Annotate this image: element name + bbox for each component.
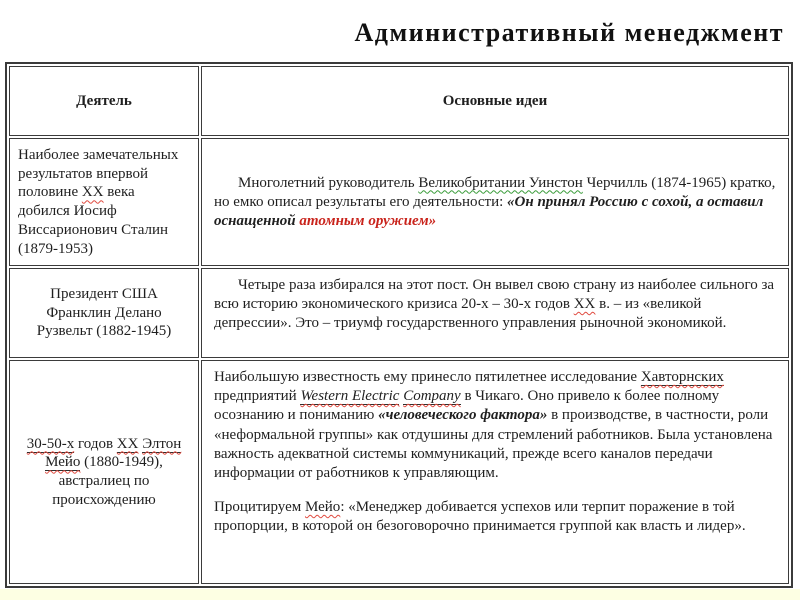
header-row — [9, 66, 789, 136]
ideas-cell — [201, 268, 789, 358]
person-text: Президент США Франклин Делано Рузвельт (1882-1945) — [36, 285, 172, 340]
content-table — [5, 62, 793, 588]
table-row-mayo — [9, 360, 789, 584]
ideas-paragraph: Многолетний руководитель Великобритании Уинстон Черчилль (1874-1965) кратко, но емко описал результаты его деятельности: «Он принял Россию с сохой, а оставил оснащенной атомным оружием» — [214, 174, 776, 230]
person-text: 30-50-х годов XX Элтон Мейо (1880-1949), австралиец по происхождению — [26, 435, 182, 508]
person-cell — [9, 360, 199, 584]
ideas-cell — [201, 360, 789, 584]
person-text: Наиболее замечательных результатов впервой половине XX века добился Иосиф Виссарионович Сталин (1879-1953) — [18, 146, 179, 257]
ideas-paragraph: Наибольшую известность ему принесло пятилетнее исследование Хавторнских предприятий Western Electric Company в Чикаго. Оно привело к более полному осознанию и пониманию «человеческого фактора» в производстве, в частности, роли «неформальной группы» как отдушины для стремлений работников. Была установлена важность адекватной системы коммуникаций, прежде всего каналов передачи информации от работников к управляющим. — [214, 369, 773, 481]
table-row-stalin — [9, 138, 789, 266]
slide-title: Административный менеджмент — [354, 18, 784, 47]
ideas-paragraph: Процитируем Мейо: «Менеджер добивается успехов или терпит поражение в той пропорции, в которой он безоговорочно принимается группой как власть и лидер». — [214, 499, 746, 535]
table-row-roosevelt — [9, 268, 789, 358]
ideas-cell — [201, 138, 789, 266]
column-header-ideas: Основные идеи — [201, 66, 789, 136]
ideas-paragraph: Четыре раза избирался на этот пост. Он вывел свою страну из наиболее сильного за всю историю экономического кризиса 20-х – 30-х годов XX в. – из «великой депрессии». Это – триумф государственного управления рыночной экономикой. — [214, 277, 775, 332]
person-cell — [9, 268, 199, 358]
column-header-person: Деятель — [9, 66, 199, 136]
person-cell — [9, 138, 199, 266]
slide-bottom-strip — [0, 589, 800, 600]
